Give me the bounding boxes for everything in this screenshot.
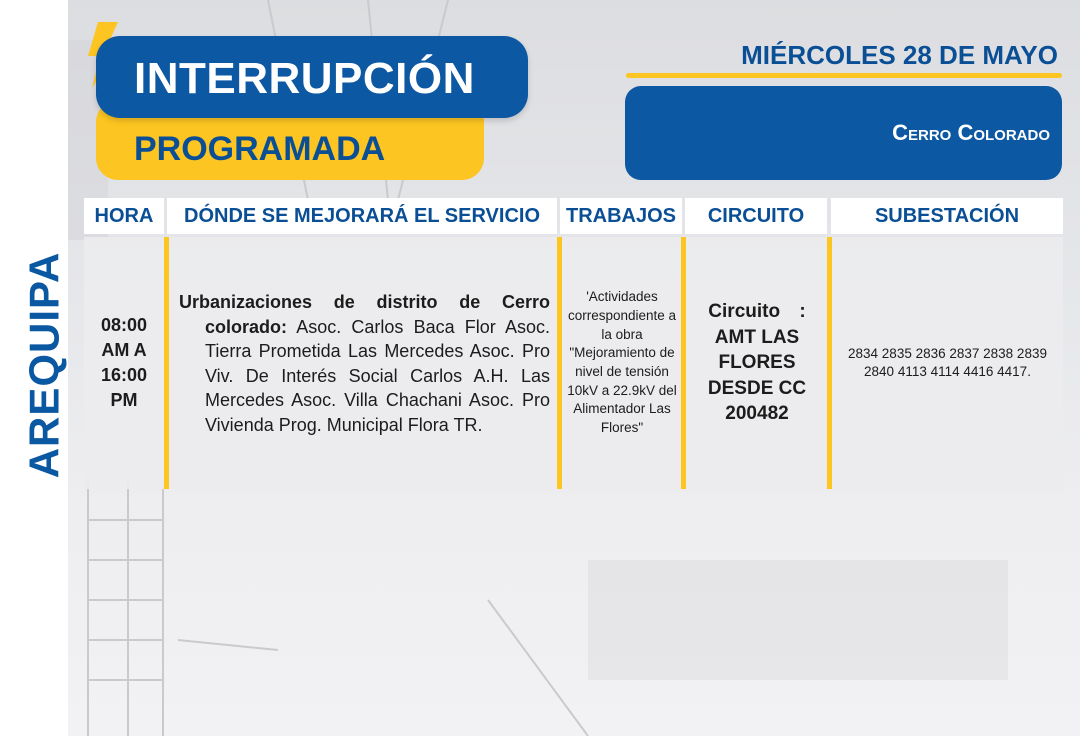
cell-hora — [84, 237, 164, 489]
cell-trabajos — [562, 237, 682, 489]
header-trabajos: TRABAJOS — [560, 198, 682, 234]
cell-subestacion — [832, 237, 1063, 489]
column-divider — [827, 237, 832, 489]
header-subestacion: SUBESTACIÓN — [831, 198, 1063, 234]
column-divider — [681, 237, 686, 489]
cell-donde — [169, 237, 558, 489]
city-label: AREQUIPA — [20, 251, 68, 479]
trabajos-text: 'Actividades correspondiente a la obra "Mejoramiento de nivel de tensión 10kV a 22.9kV del Alimentador Las Flores" — [567, 289, 677, 436]
donde-text: Asoc. Carlos Baca Flor Asoc. Tierra Prometida Las Mercedes Asoc. Pro Viv. De Interés Social Carlos A.H. Las Mercedes Asoc. Villa Chachani Asoc. Pro Vivienda Prog. Municipal Flora TR. — [205, 316, 550, 435]
date-label: MIÉRCOLES 28 DE MAYO — [741, 40, 1058, 70]
circuito-line: Circuito : — [708, 301, 806, 323]
date-underline — [626, 73, 1062, 78]
column-divider — [557, 237, 562, 489]
hora-line: 08:00 — [100, 315, 148, 335]
column-divider — [164, 237, 169, 489]
circuito-line: AMT LAS — [714, 326, 800, 348]
hora-line: 16:00 — [100, 365, 148, 385]
circuito-line: FLORES — [718, 352, 796, 374]
district-box — [625, 86, 1062, 180]
hora-line: AM A — [101, 340, 147, 360]
cell-circuito — [686, 237, 828, 489]
circuito-line: 200482 — [725, 403, 789, 425]
hora-line: PM — [110, 390, 138, 410]
header-circuito: CIRCUITO — [685, 198, 827, 234]
title-subtitle: PROGRAMADA — [134, 130, 386, 168]
header-donde: DÓNDE SE MEJORARÁ EL SERVICIO — [167, 198, 557, 234]
subestacion-text: 2834 2835 2836 2837 2838 2839 2840 4113 4114 4416 4417. — [848, 345, 1047, 379]
district-label: Cerro Colorado — [892, 120, 1050, 145]
header-hora: HORA — [84, 198, 164, 234]
page-title: INTERRUPCIÓN — [134, 54, 475, 103]
donde-bold-text: Urbanizaciones de distrito de Cerro colorado: — [179, 292, 550, 337]
title-box — [96, 36, 528, 118]
circuito-line: DESDE CC — [707, 377, 807, 399]
